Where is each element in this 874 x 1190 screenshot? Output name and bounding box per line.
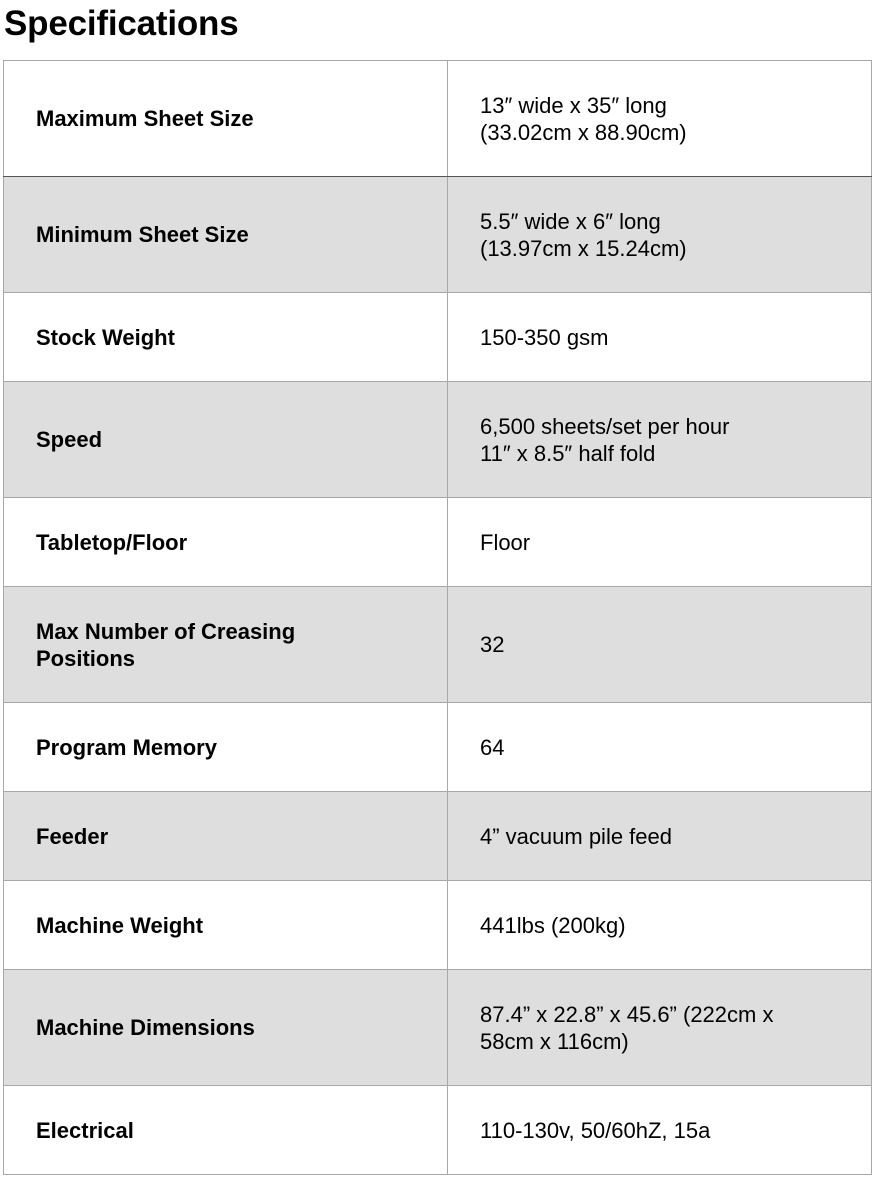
spec-label: Speed <box>4 382 448 498</box>
spec-value-line: (13.97cm x 15.24cm) <box>480 235 687 261</box>
spec-label <box>4 587 448 703</box>
spec-label-line: Max Number of Creasing <box>36 618 296 644</box>
spec-label-line: Positions <box>36 645 136 671</box>
spec-value <box>448 293 872 382</box>
spec-value <box>448 382 872 498</box>
page-title: Specifications <box>4 4 239 43</box>
spec-value-line: 110-130v, 50/60hZ, 15a <box>480 1117 711 1143</box>
spec-label: Feeder <box>4 792 448 881</box>
spec-value-line: 5.5″ wide x 6″ long <box>480 208 661 234</box>
spec-label: Machine Weight <box>4 881 448 970</box>
spec-label: Machine Dimensions <box>4 970 448 1086</box>
spec-value-line: 13″ wide x 35″ long <box>480 92 667 118</box>
spec-row-minimum-sheet-size <box>4 177 872 293</box>
spec-row-maximum-sheet-size <box>4 61 872 177</box>
spec-value-line: 6,500 sheets/set per hour <box>480 413 730 439</box>
spec-label: Tabletop/Floor <box>4 498 448 587</box>
spec-label: Stock Weight <box>4 293 448 382</box>
spec-value <box>448 587 872 703</box>
spec-row-speed <box>4 382 872 498</box>
spec-value <box>448 881 872 970</box>
spec-row-electrical <box>4 1086 872 1175</box>
spec-value <box>448 177 872 293</box>
spec-value-line: 11″ x 8.5″ half fold <box>480 440 656 466</box>
spec-value-line: Floor <box>480 529 531 555</box>
spec-label: Electrical <box>4 1086 448 1175</box>
spec-row-stock-weight <box>4 293 872 382</box>
spec-value-line: 150-350 gsm <box>480 324 609 350</box>
spec-value <box>448 1086 872 1175</box>
spec-value <box>448 970 872 1086</box>
spec-value-line: (33.02cm x 88.90cm) <box>480 119 687 145</box>
spec-label: Minimum Sheet Size <box>4 177 448 293</box>
spec-value <box>448 792 872 881</box>
spec-value-line: 58cm x 116cm) <box>480 1028 629 1054</box>
spec-row-feeder <box>4 792 872 881</box>
specifications-table <box>3 60 872 1175</box>
spec-row-machine-weight <box>4 881 872 970</box>
spec-label: Maximum Sheet Size <box>4 61 448 177</box>
spec-value <box>448 703 872 792</box>
spec-row-machine-dimensions <box>4 970 872 1086</box>
spec-value <box>448 498 872 587</box>
spec-label: Program Memory <box>4 703 448 792</box>
spec-row-tabletop-floor <box>4 498 872 587</box>
spec-row-program-memory <box>4 703 872 792</box>
spec-value-line: 32 <box>480 632 505 657</box>
spec-value-line: 64 <box>480 734 505 760</box>
spec-row-creasing-positions <box>4 587 872 703</box>
spec-value-line: 87.4” x 22.8” x 45.6” (222cm x <box>480 1001 774 1027</box>
spec-value-line: 4” vacuum pile feed <box>480 823 672 849</box>
spec-value <box>448 61 872 177</box>
spec-value-line: 441lbs (200kg) <box>480 912 626 938</box>
